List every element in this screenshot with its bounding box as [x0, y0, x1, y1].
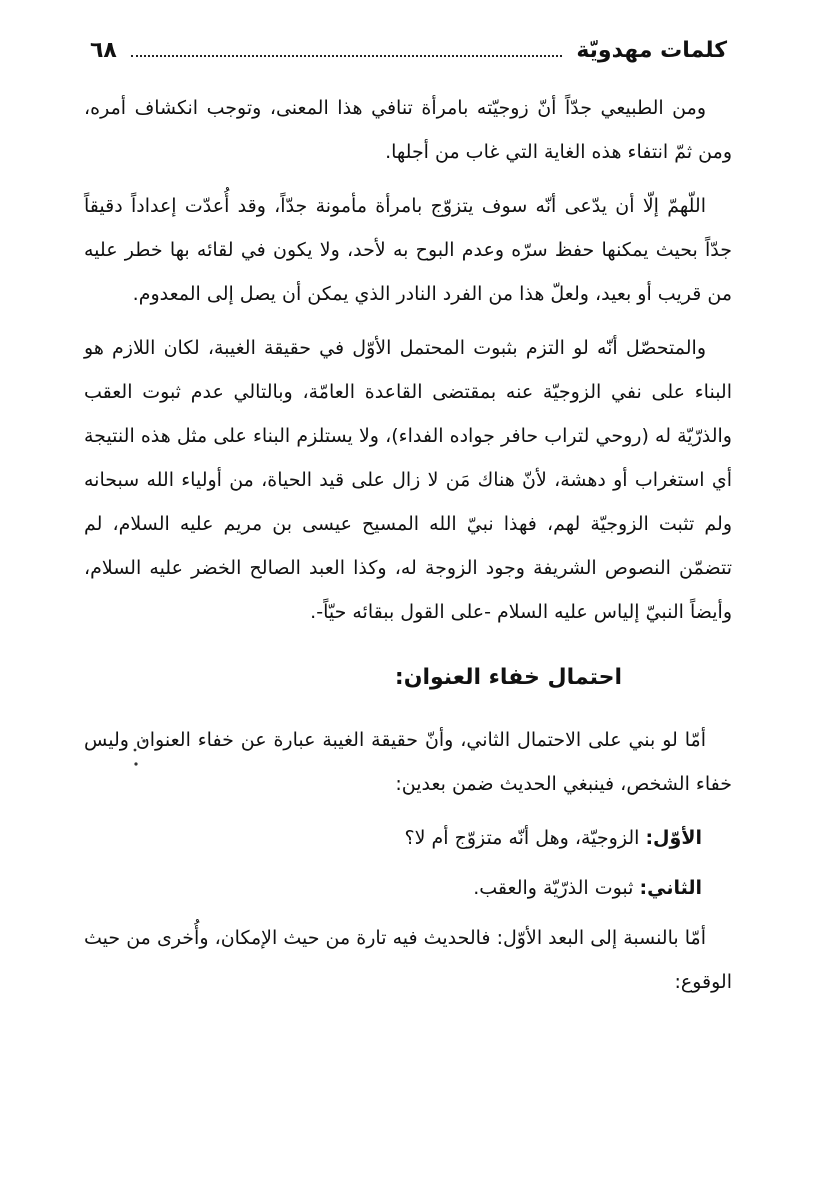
point-second — [84, 866, 732, 910]
page-number: ٦٨ — [90, 37, 117, 63]
paragraph-3: والمتحصّل أنّه لو التزم بثبوت المحتمل الأوّل في حقيقة الغيبة، لكان اللازم هو البناء على نفي الزوجيّة عنه بمقتضى القاعدة العامّة، وبالتالي عدم ثبوت العقب والذرّيّة له (روحي لتراب حافر جواده الفداء)، ولا يستلزم البناء على مثل هذه النتيجة أي استغراب أو دهشة، لأنّ هناك مَن لا زال على قيد الحياة، من أولياء الله سبحانه ولم تثبت الزوجيّة لهم، فهذا نبيّ الله المسيح عيسى بن مريم عليه السلام، لم تتضمّن النصوص الشريفة وجود الزوجة له، وكذا العبد الصالح الخضر عليه السلام، وأيضاً النبيّ إلياس عليه السلام -على القول ببقائه حيّاً-. — [84, 337, 732, 623]
paragraph-2: اللّهمّ إلّا أن يدّعى أنّه سوف يتزوّج بامرأة مأمونة جدّاً، وقد أُعدّت إعداداً دقيقاً جدّاً بحيث يمكنها حفظ سرّه وعدم البوح به لأحد، ولا يكون في لقائه بها خطر عليه من قريب أو بعيد، ولعلّ هذا من الفرد النادر الذي يمكن أن يصل إلى المعدوم. — [84, 195, 732, 305]
point-first-label: الأوّل: — [645, 827, 702, 849]
point-second-text: ثبوت الذرّيّة والعقب. — [473, 877, 634, 899]
page-body — [84, 86, 732, 1014]
point-first — [84, 816, 732, 860]
section-closing: أمّا بالنسبة إلى البعد الأوّل: فالحديث فيه تارة من حيث الإمكان، وأُخرى من حيث الوقوع: — [84, 927, 732, 993]
point-first-text: الزوجيّة، وهل أنّه متزوّج أم لا؟ — [404, 827, 640, 849]
paragraph-1: ومن الطبيعي جدّاً أنّ زوجيّته بامرأة تنافي هذا المعنى، وتوجب انكشاف أمره، ومن ثمّ انتفاء هذه الغاية التي غاب من أجلها. — [84, 97, 732, 163]
section-heading: احتمال خفاء العنوان: — [394, 665, 622, 690]
header-dotted-leader — [131, 55, 562, 57]
book-title: كلمات مهدويّة — [576, 37, 727, 63]
point-second-label: الثاني: — [639, 877, 702, 899]
page-header — [90, 30, 727, 70]
section-intro: أمّا لو بني على الاحتمال الثاني، وأنّ حقيقة الغيبة عبارة عن خفاء العنوان وليس خفاء الشخص، فينبغي الحديث ضمن بعدين: — [84, 729, 732, 795]
